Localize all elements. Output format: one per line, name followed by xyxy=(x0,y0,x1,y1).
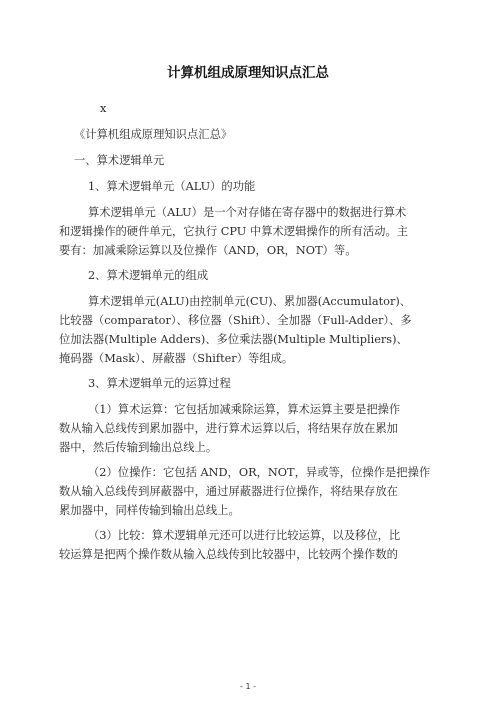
paragraph-line: 和逻辑操作的硬件单元，它执行 CPU 中算术逻辑操作的所有活动。主 xyxy=(59,225,409,238)
paragraph-line: 数从输入总线传到累加器中，进行算术运算以后，将结果存放在累加 xyxy=(59,422,398,435)
paragraph-line: （2）位操作：它包括 AND，OR，NOT，异或等，位操作是把操作 xyxy=(88,466,431,479)
paragraph-line: 掩码器（Mask）、屏蔽器（Shifter）等组成。 xyxy=(59,352,294,365)
subsection-heading-1-2: 2、算术逻辑单元的组成 xyxy=(88,269,209,282)
document-subtitle: 《计算机组成原理知识点汇总》 xyxy=(74,128,233,141)
paragraph-line: （3）比较：算术逻辑单元还可以进行比较运算，以及移位，比 xyxy=(88,529,401,542)
subsection-heading-1-1: 1、算术逻辑单元（ALU）的功能 xyxy=(88,180,256,193)
paragraph-line: 位加法器(Multiple Adders)、多位乘法器(Multiple Multipliers)、 xyxy=(59,333,408,346)
paragraph-line: （1）算术运算：它包括加减乘除运算，算术运算主要是把操作 xyxy=(88,403,401,416)
paragraph-line: 数从输入总线传到屏蔽器中，通过屏蔽器进行位操作，将结果存放在 xyxy=(59,485,398,498)
paragraph-line: 较运算是把两个操作数从输入总线传到比较器中，比较两个操作数的 xyxy=(59,548,398,561)
document-title: 计算机组成原理知识点汇总 xyxy=(167,65,329,81)
paragraph-line: 要有：加减乘除运算以及位操作（AND，OR，NOT）等。 xyxy=(59,244,357,257)
subsection-heading-1-3: 3、算术逻辑单元的运算过程 xyxy=(88,377,231,390)
stray-character: x xyxy=(100,102,107,115)
paragraph-line: 算术逻辑单元(ALU)由控制单元(CU)、累加器(Accumulator)、 xyxy=(88,295,412,308)
paragraph-line: 比较器（comparator）、移位器（Shift）、全加器（Full-Adder）、多 xyxy=(59,314,412,327)
page-number: - 1 - xyxy=(240,682,256,691)
paragraph-line: 器中，然后传输到输出总线上。 xyxy=(59,441,218,454)
paragraph-line: 累加器中，同样传输到输出总线上。 xyxy=(59,504,240,517)
paragraph-line: 算术逻辑单元（ALU）是一个对存储在寄存器中的数据进行算术 xyxy=(88,206,407,219)
section-heading-1: 一、算术逻辑单元 xyxy=(74,154,165,167)
